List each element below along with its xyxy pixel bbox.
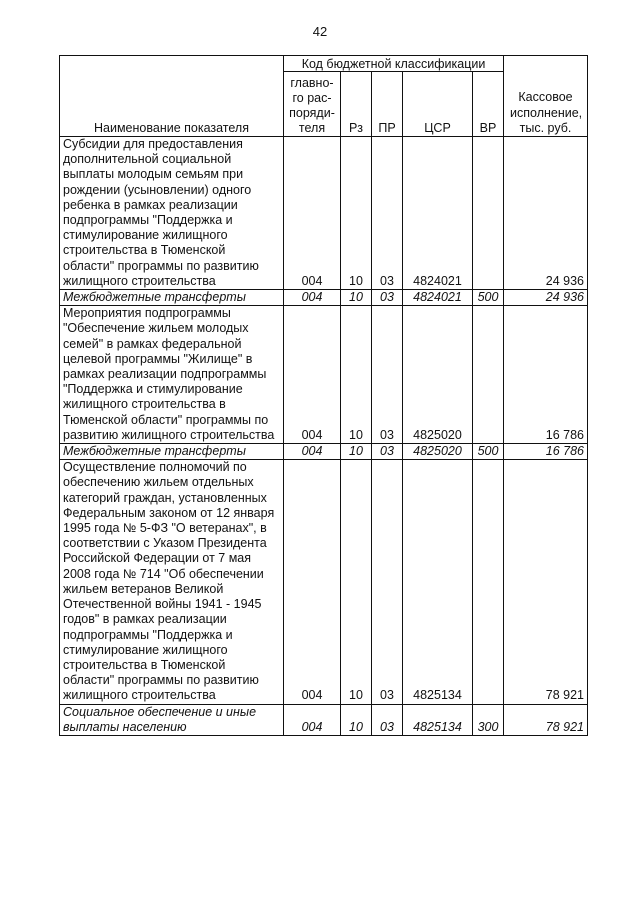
table-row xyxy=(60,704,588,735)
row-vr xyxy=(473,137,504,290)
row-amount: 24 936 xyxy=(504,137,588,290)
row-rz: 10 xyxy=(341,290,372,306)
header-vr: ВР xyxy=(473,72,504,137)
row-vr: 500 xyxy=(473,290,504,306)
row-rz: 10 xyxy=(341,306,372,444)
row-name: Мероприятия подпрограммы "Обеспечение жильем молодых семей" в рамках федеральной целевой программы "Жилище" в рамках реализации подпрограммы "Поддержка и стимулирование жилищного строительства в Тюменской области" программы по развитию жилищного строительства xyxy=(60,306,284,444)
row-csr: 4825020 xyxy=(403,306,473,444)
row-chief-administrator: 004 xyxy=(284,306,341,444)
row-rz: 10 xyxy=(341,704,372,735)
row-amount: 16 786 xyxy=(504,306,588,444)
row-rz: 10 xyxy=(341,137,372,290)
row-pr: 03 xyxy=(372,137,403,290)
row-csr: 4825134 xyxy=(403,704,473,735)
row-rz: 10 xyxy=(341,444,372,460)
row-chief-administrator: 004 xyxy=(284,444,341,460)
table-row xyxy=(60,137,588,290)
row-pr: 03 xyxy=(372,704,403,735)
header-amount: Кассовое исполнение, тыс. руб. xyxy=(504,56,588,137)
header-csr: ЦСР xyxy=(403,72,473,137)
row-chief-administrator: 004 xyxy=(284,137,341,290)
row-vr xyxy=(473,460,504,704)
table-row xyxy=(60,444,588,460)
row-name: Межбюджетные трансферты xyxy=(60,444,284,460)
row-csr: 4825134 xyxy=(403,460,473,704)
table-row xyxy=(60,460,588,704)
row-pr: 03 xyxy=(372,290,403,306)
row-vr: 300 xyxy=(473,704,504,735)
table-row xyxy=(60,306,588,444)
row-amount: 78 921 xyxy=(504,460,588,704)
row-csr: 4825020 xyxy=(403,444,473,460)
table-row xyxy=(60,290,588,306)
row-pr: 03 xyxy=(372,444,403,460)
row-amount: 78 921 xyxy=(504,704,588,735)
row-amount: 24 936 xyxy=(504,290,588,306)
table-body xyxy=(60,137,588,736)
table-header xyxy=(60,56,588,137)
row-amount: 16 786 xyxy=(504,444,588,460)
header-budget-classification: Код бюджетной классификации xyxy=(284,56,504,72)
row-rz: 10 xyxy=(341,460,372,704)
row-pr: 03 xyxy=(372,460,403,704)
row-name: Субсидии для предоставления дополнительной социальной выплаты молодым семьям при рождении (усыновлении) одного ребенка в рамках реализации подпрограммы "Поддержка и стимулирование жилищного строительства в Тюменской области" программы по развитию жилищного строительства xyxy=(60,137,284,290)
row-pr: 03 xyxy=(372,306,403,444)
header-name: Наименование показателя xyxy=(60,56,284,137)
page-number: 42 xyxy=(312,24,328,39)
row-name: Межбюджетные трансферты xyxy=(60,290,284,306)
header-rz: Рз xyxy=(341,72,372,137)
row-vr xyxy=(473,306,504,444)
header-pr: ПР xyxy=(372,72,403,137)
row-name: Осуществление полномочий по обеспечению жильем отдельных категорий граждан, установленных Федеральным законом от 12 января 1995 года № 5-ФЗ "О ветеранах", в соответствии с Указом Президента Российской Федерации от 7 мая 2008 года № 714 "Об обеспечении жильем ветеранов Великой Отечественной войны 1941 - 1945 годов" в рамках реализации подпрограммы "Поддержка и стимулирование жилищного строительства в Тюменской области" программы по развитию жилищного строительства xyxy=(60,460,284,704)
row-vr: 500 xyxy=(473,444,504,460)
row-csr: 4824021 xyxy=(403,137,473,290)
row-chief-administrator: 004 xyxy=(284,704,341,735)
row-chief-administrator: 004 xyxy=(284,460,341,704)
row-chief-administrator: 004 xyxy=(284,290,341,306)
row-name: Социальное обеспечение и иные выплаты населению xyxy=(60,704,284,735)
budget-table xyxy=(59,55,588,736)
header-chief-administrator: главно- го рас- поряди- теля xyxy=(284,72,341,137)
row-csr: 4824021 xyxy=(403,290,473,306)
